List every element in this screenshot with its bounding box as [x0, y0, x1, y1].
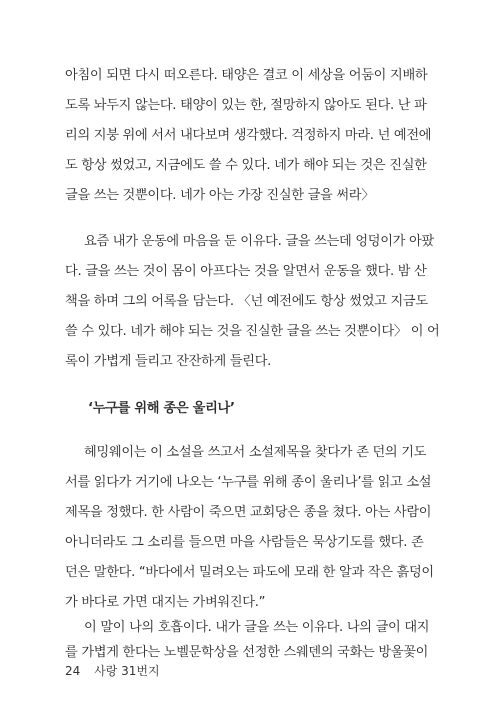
- section-heading: ‘누구를 위해 종은 울리나’: [88, 401, 235, 416]
- paragraph-4-line-2: 를 가볍게 한다는 노벨문학상을 선정한 스웨덴의 국화는 방울꽃이: [65, 645, 429, 660]
- paragraph-1-line-3: 리의 지붕 위에 서서 내다보며 생각했다. 걱정하지 마라. 넌 예전에: [65, 128, 432, 143]
- paragraph-4-line-1: 이 말이 나의 호흡이다. 내가 글을 쓰는 이유다. 나의 글이 대지: [84, 620, 430, 635]
- page-footer: [65, 663, 160, 679]
- paragraph-3-line-2: 서를 읽다가 거기에 나오는 ‘누구를 위해 종이 울리나’를 읽고 소설: [65, 475, 432, 490]
- paragraph-3-line-3: 제목을 정했다. 한 사람이 죽으면 교회당은 종을 쳤다. 아는 사람이: [65, 505, 432, 520]
- paragraph-1-line-5: 글을 쓰는 것뿐이다. 네가 아는 가장 진실한 글을 써라〉: [65, 188, 375, 203]
- paragraph-1-line-1: 아침이 되면 다시 떠오른다. 태양은 결코 이 세상을 어둠이 지배하: [65, 68, 428, 83]
- paragraph-2-line-3: 책을 하며 그의 어록을 담는다. 〈넌 예전에도 항상 썼었고 지금도: [65, 294, 428, 309]
- paragraph-2-line-1: 요즘 내가 운동에 마음을 둔 이유다. 글을 쓰는데 엉덩이가 아팠: [84, 234, 434, 249]
- paragraph-3-line-5: 던은 말한다. “바다에서 밀려오는 파도에 모래 한 알과 작은 흙덩이: [65, 565, 434, 580]
- paragraph-3-line-4: 아니더라도 그 소리를 들으면 마을 사람들은 묵상기도를 했다. 존: [65, 535, 424, 550]
- page-number: 24: [65, 664, 81, 678]
- paragraph-1-line-4: 도 항상 썼었고, 지금에도 쓸 수 있다. 네가 해야 되는 것은 진실한: [65, 158, 427, 173]
- paragraph-2-line-2: 다. 글을 쓰는 것이 몸이 아프다는 것을 알면서 운동을 했다. 밤 산: [65, 264, 427, 279]
- paragraph-3-line-1: 헤밍웨이는 이 소설을 쓰고서 소설제목을 찾다가 존 던의 기도: [84, 445, 427, 460]
- paragraph-1-line-2: 도록 놔두지 않는다. 태양이 있는 한, 절망하지 않아도 된다. 난 파: [65, 98, 427, 113]
- paragraph-2-line-5: 록이 가볍게 들리고 잔잔하게 들린다.: [65, 354, 272, 369]
- book-title: 사랑 31번지: [94, 664, 160, 678]
- paragraph-3-line-6: 가 바다로 가면 대지는 가벼워진다.”: [65, 595, 266, 610]
- paragraph-2-line-4: 쓸 수 있다. 네가 해야 되는 것을 진실한 글을 쓰는 것뿐이다〉 이 어: [65, 324, 440, 339]
